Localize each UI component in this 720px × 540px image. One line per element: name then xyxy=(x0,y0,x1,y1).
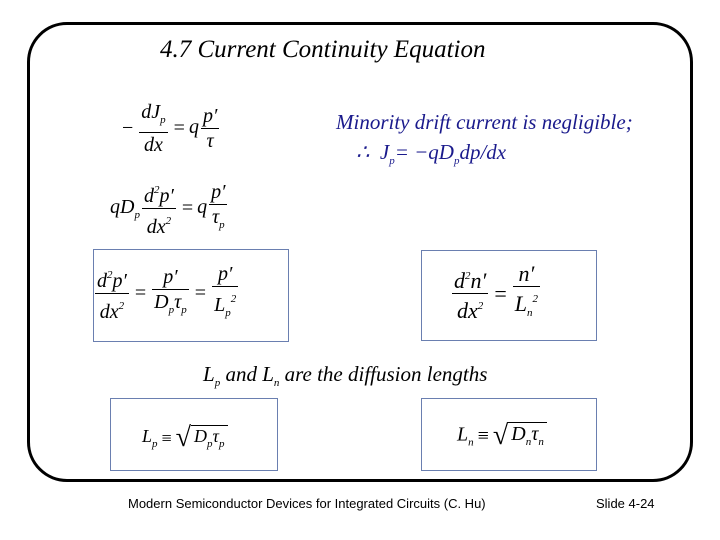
fraction-dJp-dx: $\frac{dJ_p}{dx}$ xyxy=(141,101,166,156)
Ln-definition: $L_n$ ≡ √ $D_n\tau_n$ xyxy=(457,420,547,452)
diffusion-lengths-label: $L_p$ and $L_n$ are the diffusion lengths xyxy=(203,362,488,389)
fraction-p-tau: $\frac{p'}{\tau}$ xyxy=(202,105,218,152)
diffusion-equation: $qD_p$ $\frac{d^2p'}{dx^2}$ = q $\frac{p'}{\tau_p}$ xyxy=(110,178,229,239)
continuity-equation: − $\frac{dJ_p}{dx}$ = q $\frac{p'}{\tau}$ xyxy=(122,101,218,156)
hole-diffusion-equation: $\frac{d^2p'}{dx^2}$ = $\frac{p'}{D_p\tau_p}$ = $\frac{p'}{L_p^2}$ xyxy=(97,263,237,323)
Lp-definition: $L_p$ ≡ √ $D_p\tau_p$ xyxy=(142,422,228,454)
footer-citation: Modern Semiconductor Devices for Integrated Circuits (C. Hu) xyxy=(128,496,486,511)
slide-number: Slide 4-24 xyxy=(596,496,655,511)
drift-note-line2: ∴ $J_p= -qD_pdp/dx$ xyxy=(356,140,507,167)
slide-title: 4.7 Current Continuity Equation xyxy=(160,36,486,63)
electron-diffusion-equation: $\frac{d^2n'}{dx^2}$ = $\frac{n'}{L_n^2}$ xyxy=(454,261,538,323)
drift-note-line1: Minority drift current is negligible; xyxy=(336,110,633,134)
